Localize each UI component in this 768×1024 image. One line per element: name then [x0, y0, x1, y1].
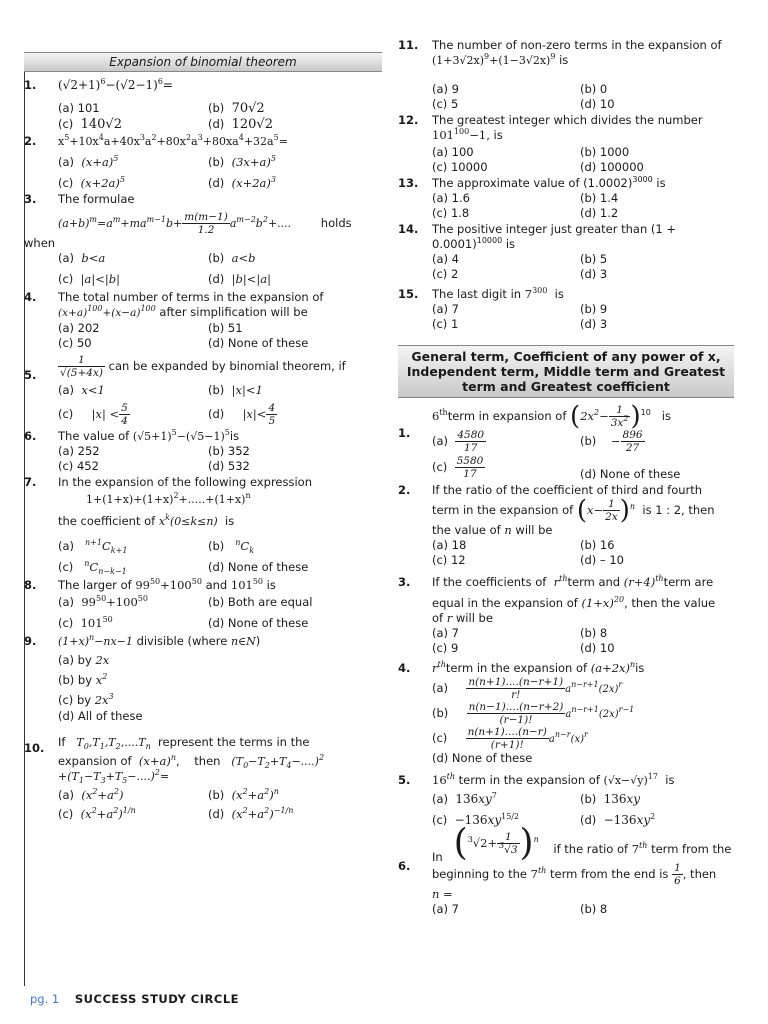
option-d[interactable]: (d) 100000 [580, 160, 644, 174]
question-number: 10. [24, 741, 45, 755]
is-label: is [635, 661, 645, 675]
option-b[interactable]: (b) |x|<1 [208, 383, 263, 397]
question-number: 5. [24, 368, 37, 382]
question-text: term in the expansion of [445, 661, 588, 675]
question-number: 4. [398, 661, 411, 675]
is-label: is [665, 773, 675, 787]
question-text-2: if the ratio of [553, 842, 629, 856]
option-c[interactable]: (c) $101^{50}$ [58, 615, 113, 630]
option-b[interactable]: (b) $(3x+a)^5$ [208, 154, 276, 169]
and-label: and [205, 578, 228, 592]
question-text-2: represent the terms in the [158, 735, 310, 749]
question-text-3: expansion of [58, 754, 132, 768]
question-number: 3. [398, 575, 411, 589]
left-column [24, 52, 382, 823]
option-c[interactable]: (c) |x| < $\frac{5}{4}$ [58, 402, 128, 427]
question-text: The greatest integer which divides the number [432, 113, 703, 127]
question-number: 2. [398, 483, 411, 497]
option-b[interactable]: (b) a<b [208, 251, 256, 265]
question-number: 15. [398, 287, 419, 301]
question-number: 6. [24, 429, 37, 443]
option-d[interactable]: (d) 3 [580, 267, 608, 281]
option-d[interactable]: (d) 3 [580, 317, 608, 331]
question-text: term in expansion of [447, 409, 567, 423]
option-d[interactable]: $(d) -136xy^2$ [580, 812, 656, 827]
option-d[interactable]: (d) 10 [580, 641, 615, 655]
question-number: 5. [398, 773, 411, 787]
holds-label: holds [320, 216, 352, 230]
option-a[interactable]: (a) 252 [58, 444, 100, 458]
question-text-4: beginning to the [432, 867, 527, 881]
gt-question-1: 1. 6thterm in expansion of ($2x^2-$ $\frac{1}{3x^2}$ )$^{10}$ is (a) $\frac{4580}{17}$ (b) − $\frac{896}{27}$ (c) $\frac{5580}{17}$ (d) None of these [398, 404, 734, 481]
question-13 [398, 176, 734, 220]
question-text-5: term from the end is [549, 867, 669, 881]
option-c[interactable]: (c) $\frac{n(n+1)....(n-r)}{(r+1)!}$ $a^{n-r}(x)^r$ [432, 726, 588, 751]
question-text: The total number of terms in the expansion of [58, 290, 324, 304]
right-column [398, 38, 734, 918]
question-text: The formulae [58, 192, 135, 206]
option-d[interactable]: (d) None of these [208, 560, 309, 574]
question-10: 10. If $T_0,T_1,T_2,....T_n$ represent the terms in the expansion of $(x+a)^n$, then $(T_0-T_2+T_4-....)^2$ $+(T_1-T_3+T_5-....)^2=$ (a) $(x^2+a^2)$ (b) $(x^2+a^2)^n$ (c) $(x^2+a^2)^{1/n}$ (d) $(x^2+a^2)^{-1/n}$ [24, 735, 382, 821]
is-label: is [229, 429, 240, 443]
question-number: 14. [398, 222, 419, 236]
option-b[interactable]: (b) 51 [208, 321, 243, 335]
question-text-2: after simplification will be [159, 305, 308, 319]
question-6: 6. The value of $(√5+1)^5-(√5-1)^5is$ (a) 252 (b) 352 (c) 452 (d) 532 [24, 429, 382, 473]
question-text: The approximate value of (1.0002) [432, 176, 633, 190]
question-12: 12. The greatest integer which divides the number $101^{100}-1$, is (a) 100 (b) 1000 (c) 10000 (d) 100000 [398, 113, 734, 174]
question-text: The number of non-zero terms in the expansion of [432, 38, 722, 52]
question-text-6: of [432, 611, 444, 625]
option-c[interactable]: (c) 1.8 [432, 206, 470, 220]
question-text-3: term from the [651, 842, 732, 856]
option-d[interactable]: (d) None of these [580, 467, 681, 481]
footer [30, 992, 239, 1006]
option-d[interactable]: (d) 120√2 [208, 117, 273, 132]
option-c[interactable]: $(c) -136xy^{15/2}$ [432, 812, 520, 827]
is-label: is [559, 53, 569, 67]
option-a[interactable]: (a) b<a [58, 251, 106, 265]
option-a[interactable]: (a) $(x+a)^5$ [58, 154, 119, 169]
question-text: The positive integer just greater than (1 + [432, 222, 677, 236]
question-number: 13. [398, 176, 419, 190]
question-text-5: , then the value [624, 596, 716, 610]
option-c[interactable]: (c) |a|<|b| [58, 272, 120, 286]
question-text-2: term and [567, 575, 621, 589]
question-14 [398, 222, 734, 281]
question-4: 4. The total number of terms in the expansion of $(x+a)^{100}+(x-a)^{100}$ after simplification will be (a) 202 (b) 51 (c) 50 (d) None of these [24, 290, 382, 350]
question-text: If the ratio of the coefficient of third and fourth [432, 483, 703, 497]
option-a[interactable]: (a) 4 [432, 252, 459, 266]
question-11: 11. The number of non-zero terms in the expansion of $(1+3√2x)^9+(1-3√2x)^9$ is (a) 9 (b) 0 (c) 5 (d) 10 [398, 38, 734, 111]
option-b[interactable]: (b) 16 [580, 538, 615, 552]
option-d[interactable]: (d) $(x^2+a^2)^{-1/n}$ [208, 806, 294, 821]
question-text-4: equal in the expansion of [432, 596, 578, 610]
option-a[interactable]: (a) 1.6 [432, 191, 470, 205]
question-text-7: will be [455, 611, 493, 625]
option-d[interactable]: (d) 532 [208, 459, 250, 473]
option-c[interactable]: (c) by $2x^3$ [58, 692, 114, 707]
option-d[interactable]: (d) |b|<|a| [208, 272, 271, 286]
option-c[interactable]: (c) 5 [432, 97, 459, 111]
question-text: If the coefficients of [432, 575, 547, 589]
gt-question-3: 3. If the coefficients of $r^{th}term$ and $(r+4)^{th}term$ are equal in the expansion of $(1+x)^{20}$, then the value of r will be (a) 7 (b) 8 (c) 9 (d) 10 [398, 575, 734, 655]
option-b[interactable]: (b) by $x^2$ [58, 672, 108, 687]
option-b[interactable]: (b) 1000 [580, 145, 630, 159]
question-text: The value of [58, 429, 130, 443]
option-d[interactable]: (d) None of these [432, 751, 533, 765]
option-a[interactable]: (a) 7 [432, 626, 459, 640]
question-text: can be expanded by binomial theorem, if [108, 359, 346, 373]
option-b[interactable]: (b) 8 [580, 626, 608, 640]
option-a[interactable]: (a) $99^{50}+100^{50}$ [58, 594, 148, 609]
option-a[interactable]: (a) 202 [58, 321, 100, 335]
option-c[interactable]: (c) 452 [58, 459, 99, 473]
question-1: 1. $(√2+1)^6-(√2-1)^6=$ (a) 101 (b) 70√2 (c) 140√2 (d) 120√2 [24, 78, 382, 132]
gt-question-2: 2. If the ratio of the coefficient of third and fourth term in the expansion of (x− $\frac{1}{2x}$ )$^n$ is 1 : 2, then the value of n will be (a) 18 (b) 16 (c) 12 (d) – 10 [398, 483, 734, 567]
option-d[interactable]: (d) 10 [580, 97, 615, 111]
option-b[interactable]: (b) $\frac{n(n-1)....(n-r+2)}{(r-1)!}$ $a^{n-r+1}(2x)^{r-1}$ [432, 701, 635, 726]
option-b[interactable]: (b) $^nC_k$ [208, 538, 255, 555]
question-text: In [432, 850, 443, 864]
exponent: 3000 [632, 175, 653, 184]
question-text: If [58, 735, 66, 749]
option-c[interactable]: (c) 50 [58, 336, 92, 350]
question-text-6: , then [682, 867, 717, 881]
question-number: 8. [24, 578, 37, 592]
option-a[interactable]: (a) 9 [432, 82, 459, 96]
question-5: 5. $\frac{1}{√(5+4x)}$ can be expanded by binomial theorem, if (a) x<1 (b) |x|<1 (c) |x| < $\frac{5}{4}$ (d) |x|< $\frac{4}{5}$ [24, 354, 382, 427]
gt-question-4: 4. $r^{th}term$ in the expansion of $(a+2x)^nis$ (a) $\frac{n(n+1)....(n-r+1)}{r!}$ $a^{n-r+1}(2x)^r$ (b) $\frac{n(n-1)....(n-r+2)}{(r-1)!}$ $a^{n-r+1}(2x)^{r-1}$ (c) $\frac{n(n+1)....(n-r)}{(r+1)!}$ $a^{n-r}(x)^r$ (d) None of these [398, 661, 734, 765]
option-d[interactable]: (d) All of these [58, 709, 143, 723]
exponent: 10000 [476, 236, 503, 245]
option-c[interactable]: (c) 10000 [432, 160, 488, 174]
option-b[interactable]: (b) 9 [580, 302, 608, 316]
section-title-general-term: General term, Coefficient of any power of x, Independent term, Middle term and Greatest term and Greatest coefficient [398, 345, 734, 398]
option-c[interactable]: (c) $(x^2+a^2)^{1/n}$ [58, 806, 136, 821]
option-a[interactable]: (a) x<1 [58, 383, 105, 397]
option-a[interactable]: (a) by 2x [58, 653, 110, 667]
question-number: 7. [24, 475, 37, 489]
question-7: 7. In the expansion of the following expression $1+(1+x)+(1+x)^2+.....+(1+x)^n$ the coefficient of $x^k(0\le k\le n)$ is (a) $^{n+1}C_{k+1}$ (b) $^nC_k$ (c) $^nC_{n-k-1}$ (d) None of these [24, 475, 382, 574]
option-c[interactable]: (c) 2 [432, 267, 459, 281]
question-text-2: 0.0001) [432, 237, 477, 251]
option-b[interactable]: (b) $(x^2+a^2)^n$ [208, 787, 279, 802]
option-a[interactable]: (a) 18 [432, 538, 467, 552]
question-number: 11. [398, 38, 419, 52]
question-text-3: is 1 : 2, then [642, 503, 715, 517]
option-d[interactable]: (d) – 10 [580, 553, 624, 567]
question-number: 3. [24, 192, 37, 206]
question-9: 9. $(1+x)^n-nx-1$ divisible (where n∈N) (a) by 2x (b) by $x^2$ (c) by $2x^3$ (d) All of these [24, 634, 382, 723]
option-c[interactable]: (c) $(x+2a)^5$ [58, 175, 125, 190]
question-number: 1. [398, 426, 411, 440]
gt-question-6: 6. In ($^3$√2+ $\frac{1}{^3√3}$ )$^n$ if the ratio of 7th term from the beginning to the 7th term from the end is $\frac{1}{6}$ , then n = (a) 7 (b) 8 [398, 831, 734, 916]
question-2: 2. $x^5+10x^4a+40x^3a^2+80x^2a^3+80xa^4+32a^5=$ (a) $(x+a)^5$ (b) $(3x+a)^5$ (c) $(x+2a)^5$ (d) $(x+2a)^3$ [24, 134, 382, 190]
option-b[interactable]: (b) 352 [208, 444, 250, 458]
option-c[interactable]: (c) 140√2 [58, 117, 122, 132]
question-text: term in the expansion of [458, 773, 600, 787]
option-d[interactable]: (d) |x|< $\frac{4}{5}$ [208, 402, 276, 427]
question-number: 1. [24, 78, 37, 92]
option-c[interactable]: (c) $\frac{5580}{17}$ [432, 455, 484, 480]
option-a[interactable]: (a) $\frac{4580}{17}$ [432, 429, 485, 454]
option-c[interactable]: (c) $^nC_{n-k-1}$ [58, 559, 127, 576]
option-b[interactable]: (b) 136xy [580, 792, 641, 806]
question-number: 9. [24, 634, 37, 648]
is-label: is [661, 409, 671, 423]
question-text-4: the value of [432, 523, 501, 537]
option-b[interactable]: (b) 70√2 [208, 101, 265, 116]
option-b[interactable]: (b) 8 [580, 902, 608, 916]
option-a[interactable]: (a) 7 [432, 902, 459, 916]
option-a[interactable]: (a) 101 [58, 101, 100, 115]
option-a[interactable]: (a) $(x^2+a^2)$ [58, 787, 124, 802]
brand-name: SUCCESS STUDY CIRCLE [74, 992, 240, 1006]
option-b[interactable]: (b) 1.4 [580, 191, 619, 205]
is-label: is [225, 514, 235, 528]
option-b[interactable]: (b) 0 [580, 82, 608, 96]
is-label: is [266, 578, 276, 592]
when-label: when [24, 236, 56, 250]
option-d[interactable]: (d) $(x+2a)^3$ [208, 175, 276, 190]
option-b[interactable]: (b) Both are equal [208, 595, 313, 609]
question-8: 8. The larger of $99^{50}+100^{50}$ and $101^{50}$ is (a) $99^{50}+100^{50}$ (b) Both are equal (c) $101^{50}$ (d) None of these [24, 578, 382, 630]
question-text-7: n = [432, 887, 453, 901]
question-text-2: term in the expansion of [432, 503, 574, 517]
option-a[interactable]: (a) $136xy^7$ [432, 791, 497, 806]
question-text-3: term are [663, 575, 714, 589]
question-text-2: the coefficient of [58, 514, 156, 528]
is-label: is [554, 287, 564, 301]
is-label: is [502, 237, 516, 251]
question-text-5: will be [515, 523, 553, 537]
option-b[interactable]: (b) 5 [580, 252, 608, 266]
page-number: pg. 1 [30, 992, 60, 1006]
option-d[interactable]: (d) None of these [208, 336, 309, 350]
question-number: 6. [398, 859, 411, 873]
question-text: divisible (where [136, 634, 228, 648]
option-a[interactable]: (a) 7 [432, 302, 459, 316]
is-label: , is [486, 128, 503, 142]
question-number: 2. [24, 134, 37, 148]
option-c[interactable]: (c) 9 [432, 641, 459, 655]
is-label: is [652, 176, 666, 190]
question-number: 4. [24, 290, 37, 304]
option-a[interactable]: (a) 100 [432, 145, 474, 159]
question-text: The last digit in [432, 287, 522, 301]
option-c[interactable]: (c) 1 [432, 317, 459, 331]
section-title-expansion: Expansion of binomial theorem [24, 52, 382, 72]
then-label: then [194, 754, 221, 768]
option-d[interactable]: (d) None of these [208, 616, 309, 630]
question-text: The larger of [58, 578, 132, 592]
option-a[interactable]: (a) $^{n+1}C_{k+1}$ [58, 538, 128, 555]
question-number: 12. [398, 113, 419, 127]
option-b[interactable]: (b) − $\frac{896}{27}$ [580, 429, 643, 454]
option-a[interactable]: (a) $\frac{n(n+1)....(n-r+1)}{r!}$ $a^{n-r+1}(2x)^r$ [432, 676, 623, 701]
gt-question-5: 5. 16th term in the expansion of $(√x-√y)^{17}$ is (a) $136xy^7$ (b) 136xy $(c) -136xy^{15/2}$ $(d) -136xy^2$ [398, 773, 734, 827]
option-d[interactable]: (d) 1.2 [580, 206, 619, 220]
option-c[interactable]: (c) 12 [432, 553, 466, 567]
question-text: In the expansion of the following expression [58, 475, 312, 489]
question-3: 3. The formulae $(a+b)^m=a^m+ma^{m-1}b+$ $\frac{m(m-1)}{1.2}$ $a^{m-2}b^2+$.... holds when (a) b<a (b) a<b (c) |a|<|b| (d) |b|<|a| [24, 192, 382, 286]
question-15: 15. The last digit in $7^{300}$ is (a) 7 (b) 9 (c) 1 (d) 3 [398, 287, 734, 331]
